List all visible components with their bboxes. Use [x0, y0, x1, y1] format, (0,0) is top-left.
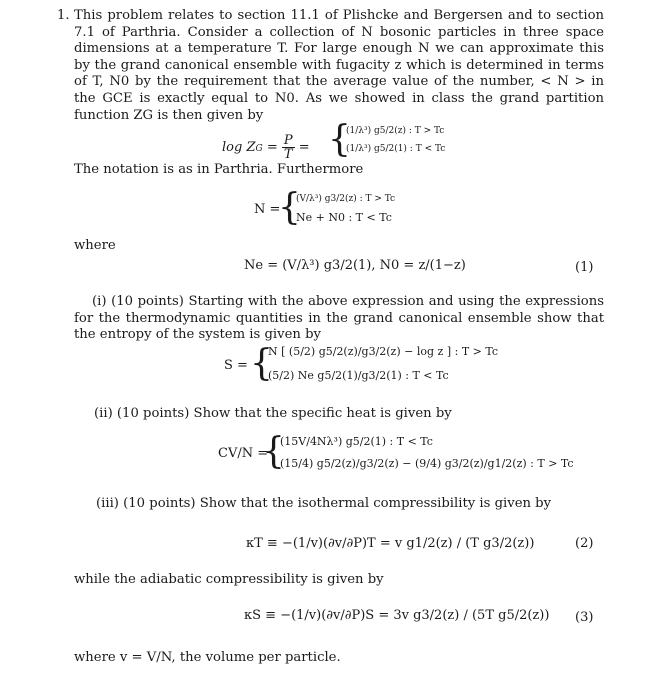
logZ-lhs: log ZG = $\frac{P}{T}$ =: [222, 133, 310, 162]
where-text: where: [74, 238, 116, 253]
left-brace: {: [278, 187, 301, 228]
left-brace: {: [250, 343, 273, 384]
equation-3-label: (3): [575, 610, 594, 625]
S-lhs: S =: [224, 358, 248, 373]
problem-number: 1.: [57, 8, 70, 23]
equation-1-label: (1): [575, 260, 594, 275]
CV-case1: (15V/4Nλ³) g5/2(1) : T < Tc: [280, 435, 433, 448]
part-i-text: (i) (10 points) Starting with the above expression and using the expressions for the thermodynamic quantities in the grand canonical ensemble show that the entropy of the system is given by: [74, 294, 604, 343]
equation-kappa-T: κT ≡ −(1/v)(∂v/∂P)T = v g1/2(z) / (T g3/2(z)): [246, 536, 535, 551]
logZ-case2: (1/λ³) g5/2(1) : T < Tc: [346, 144, 446, 154]
problem-intro: This problem relates to section 11.1 of Plishcke and Bergersen and to section 7.1 of Parthria. Consider a collection of N bosonic particles in three space dimensions at a temperature T. For large enough N we can approximate this by the grand canonical ensemble with fugacity z which is determined in terms of T, N0 by the requirement that the average value of the number, < N > in the GCE is exactly equal to N0. As we showed in class the grand partition function ZG is then given by: [74, 8, 604, 123]
adiabatic-text: while the adiabatic compressibility is given by: [74, 572, 384, 587]
equation-kappa-S: κS ≡ −(1/v)(∂v/∂P)S = 3v g3/2(z) / (5T g5/2(z)): [244, 608, 550, 623]
S-case1: N [ (5/2) g5/2(z)/g3/2(z) − log z ] : T > Tc: [268, 345, 499, 358]
footer-text: where v = V/N, the volume per particle.: [74, 650, 341, 665]
S-case2: (5/2) Ne g5/2(1)/g3/2(1) : T < Tc: [268, 369, 449, 382]
equation-2-label: (2): [575, 536, 594, 551]
left-brace: {: [328, 119, 351, 160]
N-case1: (V/λ³) g3/2(z) : T > Tc: [296, 194, 396, 204]
left-brace: {: [262, 431, 285, 472]
part-ii-text: (ii) (10 points) Show that the specific heat is given by: [94, 406, 452, 421]
equation-Ne-N0: Ne = (V/λ³) g3/2(1), N0 = z/(1−z): [244, 258, 466, 273]
N-lhs: N =: [254, 202, 281, 217]
N-case2: Ne + N0 : T < Tc: [296, 211, 392, 224]
CV-lhs: CV/N =: [218, 446, 269, 461]
logZ-case1: (1/λ³) g5/2(z) : T > Tc: [346, 126, 445, 136]
part-iii-text: (iii) (10 points) Show that the isothermal compressibility is given by: [96, 496, 552, 511]
CV-case2: (15/4) g5/2(z)/g3/2(z) − (9/4) g3/2(z)/g1/2(z) : T > Tc: [280, 457, 574, 470]
notation-text: The notation is as in Parthria. Furthermore: [74, 162, 364, 177]
